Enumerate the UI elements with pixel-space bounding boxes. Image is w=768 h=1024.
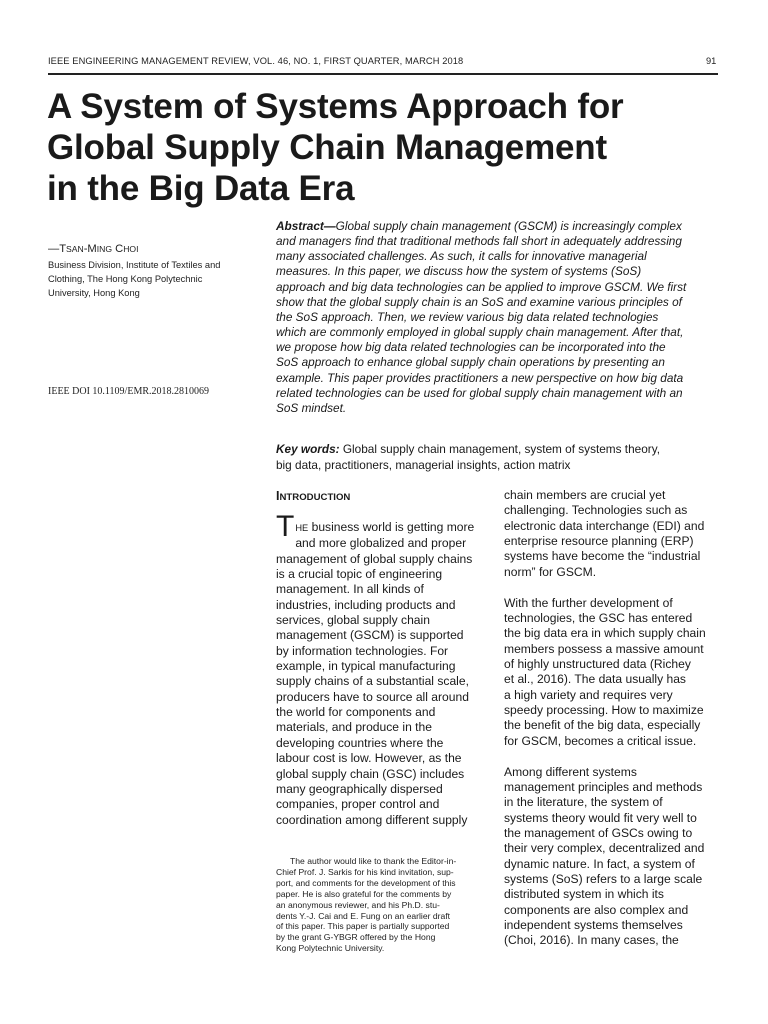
affiliation-line: Clothing, The Hong Kong Polytechnic bbox=[48, 273, 203, 284]
footnote-line: paper. He is also grateful for the comments by bbox=[276, 888, 452, 899]
body-line: With the further development of bbox=[504, 595, 673, 610]
acknowledgment-footnote bbox=[276, 856, 490, 954]
abstract-line: Global supply chain management (GSCM) is increasingly complex bbox=[335, 219, 682, 233]
abstract-line: SoS mindset. bbox=[276, 400, 347, 415]
abstract-line: the SoS approach. Then, we review various big data related technologies bbox=[276, 309, 659, 324]
header-rule bbox=[48, 73, 718, 75]
abstract-line: measures. In this paper, we discuss how the system of systems (SoS) bbox=[276, 264, 642, 279]
body-line: speedy processing. How to maximize bbox=[504, 702, 704, 717]
body-line: global supply chain (GSC) includes bbox=[276, 766, 465, 781]
body-column-1 bbox=[276, 510, 491, 828]
keywords bbox=[276, 442, 726, 473]
abstract-line: example. This paper provides practitioners a new perspective on how big data bbox=[276, 370, 684, 385]
body-line: developing countries where the bbox=[276, 735, 444, 750]
body-line: companies, proper control and bbox=[276, 797, 440, 812]
author-part: -M bbox=[83, 243, 97, 255]
body-line: technologies, the GSC has entered bbox=[504, 610, 693, 625]
affiliation-line: Business Division, Institute of Textiles and bbox=[48, 260, 221, 270]
title-line: A System of Systems Approach for bbox=[47, 87, 624, 126]
body-line: supply chains of a substantial scale, bbox=[276, 674, 469, 689]
body-line: producers have to source all around bbox=[276, 689, 469, 704]
author-part: C bbox=[112, 243, 124, 255]
footnote-line: Kong Polytechnic University. bbox=[276, 943, 385, 954]
body-line: components are also complex and bbox=[504, 902, 689, 917]
abstract-line: which are commonly employed in global supply chain management. After that, bbox=[276, 325, 684, 340]
page-number: 91 bbox=[706, 56, 717, 66]
body-line: for GSCM, becomes a critical issue. bbox=[504, 733, 697, 748]
author-part: SAN bbox=[66, 244, 84, 254]
title-line: Global Supply Chain Management bbox=[47, 128, 607, 167]
author-affiliation bbox=[48, 259, 248, 300]
heading-part: NTRODUCTION bbox=[279, 492, 351, 503]
author-part: ING bbox=[96, 244, 113, 254]
body-line: management. In all kinds of bbox=[276, 582, 424, 597]
abstract-line: many associated challenges. As such, it calls for innovative managerial bbox=[276, 249, 647, 264]
body-line: management (GSCM) is supported bbox=[276, 628, 464, 643]
section-heading-introduction bbox=[276, 489, 350, 503]
body-line: by information technologies. For bbox=[276, 643, 449, 658]
footnote-line: The author would like to thank the Editor-in- bbox=[290, 856, 457, 866]
body-line: systems have become the “industrial bbox=[504, 549, 701, 564]
body-line: chain members are crucial yet bbox=[504, 488, 666, 502]
abstract-line: related technologies can be used for global supply chain management with an bbox=[276, 385, 683, 400]
keywords-line: big data, practitioners, managerial insights, action matrix bbox=[276, 457, 571, 472]
body-line: the world for components and bbox=[276, 705, 436, 720]
doi-label: IEEE DOI 10.1109/EMR.2018.2810069 bbox=[48, 386, 210, 397]
body-line: the big data era in which supply chain bbox=[504, 626, 706, 641]
body-line: the benefit of the big data, especially bbox=[504, 718, 701, 733]
paragraph-gap bbox=[504, 749, 720, 765]
body-line: management of global supply chains bbox=[276, 551, 473, 566]
body-line: (Choi, 2016). In many cases, the bbox=[504, 933, 679, 948]
abstract-line: and managers find that traditional methods fall short in adequately addressing bbox=[276, 234, 682, 249]
body-line: distributed system in which its bbox=[504, 887, 664, 902]
title-line: in the Big Data Era bbox=[47, 169, 355, 208]
footnote-line: dents Y.-J. Cai and E. Fung on an earlier draft bbox=[276, 910, 451, 921]
body-line: their very complex, decentralized and bbox=[504, 841, 705, 856]
body-line: norm” for GSCM. bbox=[504, 564, 597, 579]
footnote-line: an anonymous reviewer, and his Ph.D. stu- bbox=[276, 899, 440, 910]
footnote-line: port, and comments for the development of this bbox=[276, 877, 456, 888]
body-line: business world is getting more bbox=[308, 520, 475, 534]
footnote-line: of this paper. This paper is partially supported bbox=[276, 921, 450, 932]
body-line: and more globalized and proper bbox=[295, 536, 467, 551]
body-line: challenging. Technologies such as bbox=[504, 503, 688, 518]
abstract-line: we propose how big data related technologies can be incorporated into the bbox=[276, 340, 666, 355]
small-caps-word: HE bbox=[295, 523, 309, 533]
abstract-lead: Abstract— bbox=[276, 219, 336, 233]
author-part: —T bbox=[48, 243, 67, 255]
first-line bbox=[276, 510, 491, 543]
heading-part: I bbox=[276, 489, 280, 503]
abstract-line: show that the global supply chain is an SoS and examine various principles of bbox=[276, 294, 682, 309]
drop-cap: T bbox=[276, 510, 295, 543]
body-line: industries, including products and bbox=[276, 597, 456, 612]
running-head: IEEE ENGINEERING MANAGEMENT REVIEW, VOL. 46, NO. 1, FIRST QUARTER, MARCH 2018 bbox=[48, 56, 464, 66]
keywords-line: Global supply chain management, system of systems theory, bbox=[339, 442, 660, 456]
body-line: many geographically dispersed bbox=[276, 781, 443, 796]
footnote-line: by the grant G-YBGR offered by the Hong bbox=[276, 932, 436, 943]
body-line: management principles and methods bbox=[504, 779, 703, 794]
body-line: of highly unstructured data (Richey bbox=[504, 656, 691, 671]
body-line: services, global supply chain bbox=[276, 613, 430, 628]
body-line: et al., 2016). The data usually has bbox=[504, 672, 686, 687]
body-line: dynamic nature. In fact, a system of bbox=[504, 856, 695, 871]
abstract-line: SoS approach to enhance global supply chain operations by presenting an bbox=[276, 355, 665, 370]
body-line: example, in typical manufacturing bbox=[276, 659, 456, 674]
author-part: HOI bbox=[123, 244, 139, 254]
affiliation-line: University, Hong Kong bbox=[48, 287, 140, 298]
body-line: a high variety and requires very bbox=[504, 687, 673, 702]
body-line: labour cost is low. However, as the bbox=[276, 751, 462, 766]
body-line: systems theory would fit very well to bbox=[504, 810, 697, 825]
body-line: members possess a massive amount bbox=[504, 641, 704, 656]
author-name bbox=[48, 243, 139, 255]
body-line: electronic data interchange (EDI) and bbox=[504, 518, 705, 533]
keywords-lead: Key words: bbox=[276, 442, 340, 456]
body-line: independent systems themselves bbox=[504, 917, 683, 932]
body-line: is a crucial topic of engineering bbox=[276, 567, 443, 582]
paper-title bbox=[47, 86, 727, 209]
body-line: the management of GSCs owing to bbox=[504, 825, 693, 840]
body-line: materials, and produce in the bbox=[276, 720, 432, 735]
body-line: systems (SoS) refers to a large scale bbox=[504, 871, 703, 886]
paragraph-gap bbox=[504, 580, 720, 596]
body-line: coordination among different supply bbox=[276, 812, 468, 827]
abstract-line: approach and big data technologies can be applied to improve GSCM. We first bbox=[276, 279, 687, 294]
body-line: in the literature, the system of bbox=[504, 795, 663, 810]
body-line: Among different systems bbox=[504, 764, 637, 779]
body-line: enterprise resource planning (ERP) bbox=[504, 534, 694, 549]
body-column-2 bbox=[504, 488, 720, 949]
abstract bbox=[276, 219, 726, 416]
footnote-line: Chief Prof. J. Sarkis for his kind invitation, sup- bbox=[276, 866, 454, 877]
